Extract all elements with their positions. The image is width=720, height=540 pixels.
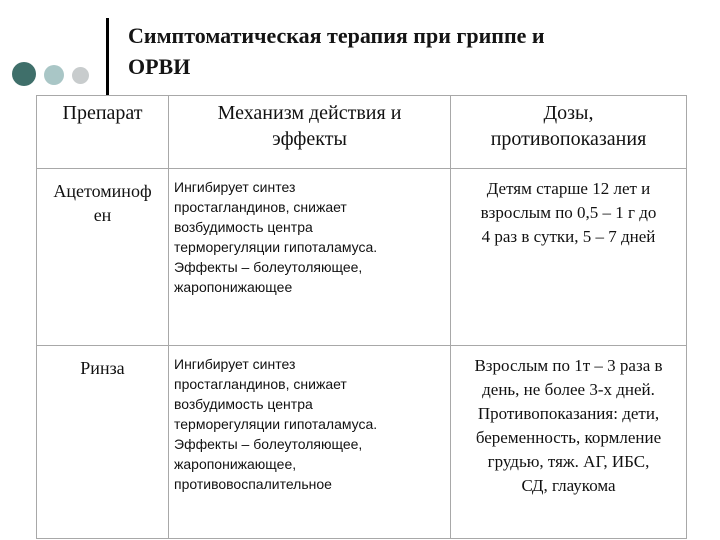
- header-drug-label: Препарат: [62, 102, 143, 124]
- mechanism-line: Эффекты – болеутоляющее,: [174, 436, 363, 452]
- mechanism-line: терморегуляции гипоталамуса.: [174, 416, 378, 432]
- dose-line: СД, глаукома: [521, 476, 616, 495]
- mechanism-line: Эффекты – болеутоляющее,: [174, 259, 363, 275]
- drug-name-line-2: ен: [93, 205, 112, 225]
- slide-title: [128, 20, 688, 82]
- dose-line: взрослым по 0,5 – 1 г до: [480, 203, 657, 222]
- slide-title-line-2: ОРВИ: [128, 54, 191, 79]
- dose-cell: [451, 346, 687, 539]
- table-row: [37, 169, 687, 346]
- mechanism-line: Ингибирует синтез: [174, 356, 296, 372]
- dose-cell: [451, 169, 687, 346]
- mechanism-line: простагландинов, снижает: [174, 199, 347, 215]
- mechanism-line: противовоспалительное: [174, 476, 332, 492]
- therapy-table: [36, 95, 687, 539]
- header-drug: [37, 96, 169, 169]
- drug-name-line-1: Ринза: [80, 358, 125, 378]
- decorative-dot-gray: [72, 67, 89, 84]
- dose-line: грудью, тяж. АГ, ИБС,: [487, 452, 650, 471]
- mechanism-line: жаропонижающее,: [174, 456, 297, 472]
- decorative-dot-light: [44, 65, 64, 85]
- mechanism-line: возбудимость центра: [174, 219, 313, 235]
- decorative-dot-dark: [12, 62, 36, 86]
- header-dose: [451, 96, 687, 169]
- header-dose-line-1: Дозы,: [543, 102, 594, 124]
- mechanism-line: возбудимость центра: [174, 396, 313, 412]
- drug-cell: [37, 169, 169, 346]
- header-dose-line-2: противопоказания: [490, 128, 647, 150]
- dose-line: Детям старше 12 лет и: [486, 179, 651, 198]
- header-mechanism-line-2: эффекты: [272, 128, 347, 150]
- table-header-row: [37, 96, 687, 169]
- header-mechanism-line-1: Механизм действия и: [217, 102, 402, 124]
- mechanism-line: Ингибирует синтез: [174, 179, 296, 195]
- drug-cell: [37, 346, 169, 539]
- dose-line: день, не более 3-х дней.: [482, 380, 655, 399]
- mechanism-line: простагландинов, снижает: [174, 376, 347, 392]
- header-mechanism: [169, 96, 451, 169]
- dose-line: беременность, кормление: [475, 428, 662, 447]
- slide-title-line-1: Симптоматическая терапия при гриппе и: [128, 23, 545, 48]
- mechanism-cell: [169, 346, 451, 539]
- mechanism-line: жаропонижающее: [174, 279, 293, 295]
- mechanism-cell: [169, 169, 451, 346]
- table-row: [37, 346, 687, 539]
- mechanism-line: терморегуляции гипоталамуса.: [174, 239, 378, 255]
- dose-line: Противопоказания: дети,: [477, 404, 660, 423]
- dose-line: Взрослым по 1т – 3 раза в: [474, 356, 663, 375]
- drug-name-line-1: Ацетоминоф: [53, 181, 152, 201]
- title-accent-bar: [106, 18, 109, 96]
- dose-line: 4 раз в сутки, 5 – 7 дней: [481, 227, 656, 246]
